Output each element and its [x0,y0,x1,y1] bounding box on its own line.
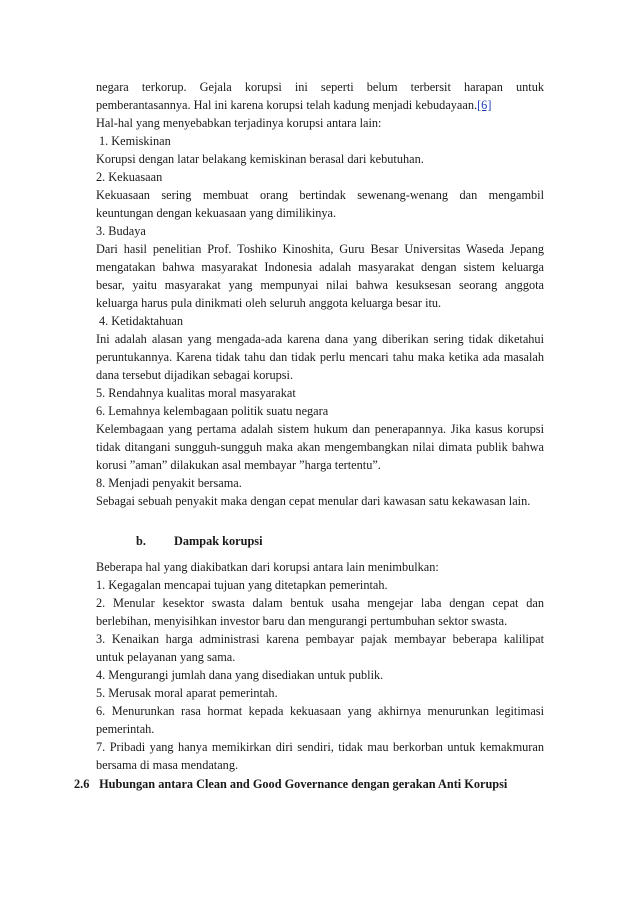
text-line [96,702,544,720]
line-text: Hal-hal yang menyebabkan terjadinya korupsi antara lain: [96,116,382,130]
text-line [96,204,544,222]
line-text: keluarga harus pula dinikmati oleh seluruh anggota keluarga besar itu. [96,296,442,310]
line-text: 6. Lemahnya kelembagaan politik suatu negara [96,404,329,418]
line-text: 2. Kekuasaan [96,170,163,184]
text-line [96,402,544,420]
line-text: 8. Menjadi penyakit bersama. [96,476,242,490]
text-line [96,384,544,402]
line-text: Kekuasaan sering membuat orang bertindak sewenang-wenang dan mengambil [96,188,544,202]
reference-link[interactable]: [6] [477,98,492,112]
text-line [96,96,544,114]
text-line [96,594,544,612]
line-text: Kelembagaan yang pertama adalah sistem hukum dan penerapannya. Jika kasus korupsi [96,422,544,436]
line-text: 1. Kegagalan mencapai tujuan yang ditetapkan pemerintah. [96,578,388,592]
text-line [96,576,544,594]
subheading-title: Dampak korupsi [174,534,263,548]
line-text: 7. Pribadi yang hanya memikirkan diri sendiri, tidak mau berkorban untuk kemakmuran [96,740,544,754]
text-line [96,366,544,384]
text-line [96,312,544,330]
text-line [96,474,544,492]
line-text: Ini adalah alasan yang mengada-ada karena dana yang diberikan sering tidak diketahui [96,332,544,346]
text-line [96,222,544,240]
line-text: Sebagai sebuah penyakit maka dengan cepat menular dari kawasan satu kekawasan lain. [96,494,531,508]
causes-section [96,78,544,510]
text-line [96,738,544,756]
text-line [96,240,544,258]
line-text: pemerintah. [96,722,155,736]
line-text: peruntukannya. Karena tidak tahu dan tidak perlu mencari tahu maka ketika ada masalah [96,350,544,364]
line-text: 3. Kenaikan harga administrasi karena pembayar pajak membayar beberapa kalilipat [96,632,544,646]
text-line [96,648,544,666]
line-text: untuk pelayanan yang sama. [96,650,236,664]
text-line [96,666,544,684]
text-line [96,558,544,576]
text-line [96,456,544,474]
text-line [96,114,544,132]
line-text: Dari hasil penelitian Prof. Toshiko Kinoshita, Guru Besar Universitas Waseda Jepang [96,242,544,256]
line-text: Korupsi dengan latar belakang kemiskinan berasal dari kebutuhan. [96,152,424,166]
text-line [96,420,544,438]
line-text: 1. Kemiskinan [99,134,171,148]
line-text: 4. Mengurangi jumlah dana yang disediakan untuk publik. [96,668,384,682]
text-line [96,612,544,630]
line-text: dana tersebut dijadikan sebagai korupsi. [96,368,294,382]
effects-section [96,558,544,774]
line-text: bersama di masa mendatang. [96,758,239,772]
line-text: keuntungan dengan kekuasaan yang dimilikinya. [96,206,337,220]
subheading-letter: b. [136,534,146,548]
text-line [96,258,544,276]
line-text: negara terkorup. Gejala korupsi ini seperti belum terbersit harapan untuk [96,80,544,94]
text-line [96,168,544,186]
text-line [96,348,544,366]
line-text: Beberapa hal yang diakibatkan dari korupsi antara lain menimbulkan: [96,560,439,574]
line-text: pemberantasannya. Hal ini karena korupsi telah kadung menjadi kebudayaan. [96,98,478,112]
text-line [96,78,544,96]
line-text: besar, yaitu masyarakat yang mempunyai nilai bahwa kesuksesan seorang anggota [96,278,544,292]
line-text: berlebihan, menyisihkan investor baru dan mengurangi pertumbuhan sektor swasta. [96,614,508,628]
document-body [96,78,544,774]
text-line [96,720,544,738]
line-text: 5. Rendahnya kualitas moral masyarakat [96,386,296,400]
line-text: 6. Menurunkan rasa hormat kepada kekuasaan yang akhirnya menurunkan legitimasi [96,704,544,718]
text-line [96,438,544,456]
text-line [96,294,544,312]
subheading-dampak-korupsi [96,532,544,550]
text-line [96,186,544,204]
section-heading [74,775,554,793]
text-line [96,630,544,648]
text-line [96,756,544,774]
line-text: tidak ditangani sungguh-sungguh maka akan mengembangkan nilai dimata publik bahwa [96,440,544,454]
section-title: Hubungan antara Clean and Good Governance dengan gerakan Anti Korupsi [99,777,508,791]
line-text: mengatakan bahwa masyarakat Indonesia adalah masyarakat dengan sistem keluarga [96,260,544,274]
text-line [96,330,544,348]
text-line [96,150,544,168]
text-line [96,276,544,294]
line-text: 4. Ketidaktahuan [99,314,184,328]
line-text: korusi ”aman” dilakukan asal membayar ”harga tertentu”. [96,458,381,472]
text-line [96,132,544,150]
line-text: 2. Menular kesektor swasta dalam bentuk usaha mengejar laba dengan cepat dan [96,596,544,610]
text-line [96,684,544,702]
text-line [96,492,544,510]
line-text: 3. Budaya [96,224,146,238]
line-text: 5. Merusak moral aparat pemerintah. [96,686,278,700]
section-number: 2.6 [74,777,90,791]
